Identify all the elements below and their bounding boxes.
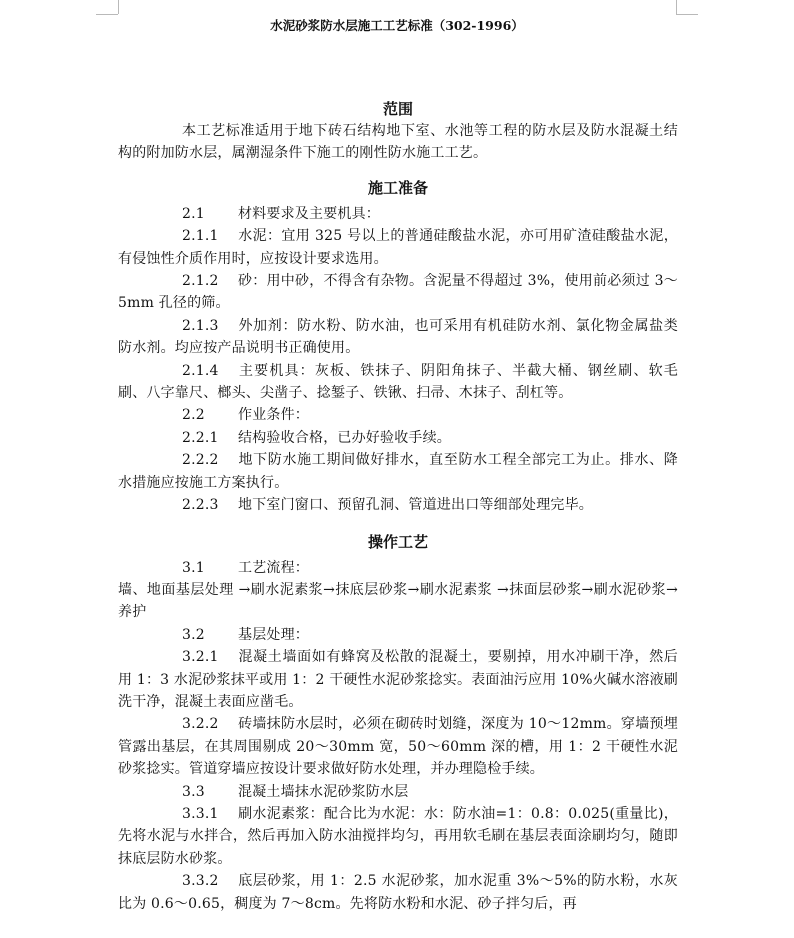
clause-number: 2.1.4 [182, 362, 219, 379]
clause-text: 砖墙抹防水层时，必须在砌砖时划缝，深度为 10～12mm。穿墙预埋管露出基层，在其周围剔成 20～30mm 宽，50～60mm 深的槽，用 1：2 干硬性水泥砂浆捻实。管道穿墙应按设计要求做好防水处理，并办理隐检手续。 [118, 716, 678, 778]
clause-2-2-1 [118, 427, 678, 449]
clause-text: 外加剂：防水粉、防水油，也可采用有机硅防水剂、氯化物金属盐类防水剂。均应按产品说明书正确使用。 [118, 317, 678, 357]
clause-text: 底层砂浆，用 1：2.5 水泥砂浆，加水泥重 3%～5%的防水粉，水灰比为 0.6～0.65，稠度为 7～8cm。先将防水粉和水泥、砂子拌匀后，再 [118, 873, 678, 912]
clause-text: 基层处理： [238, 626, 309, 643]
section-title-prep: 施工准备 [367, 178, 428, 197]
clause-2-1-2 [118, 270, 678, 315]
clause-2-2-3 [118, 494, 678, 516]
clause-number: 3.1 [182, 559, 205, 576]
page-header: 水泥砂浆防水层施工工艺标准（302-1996） [270, 18, 524, 33]
process-flow: 墙、地面基层处理 →刷水泥素浆→抹底层砂浆→刷水泥素浆 →抹面层砂浆→刷水泥砂浆→养护 [118, 581, 678, 621]
clause-2-1-3 [118, 315, 678, 360]
clause-text: 砂：用中砂，不得含有杂物。含泥量不得超过 3%，使用前必须过 3～5mm 孔径的筛。 [118, 273, 678, 312]
clause-number: 3.3.1 [182, 805, 219, 822]
clause-number: 2.2.1 [182, 429, 219, 446]
section-title-scope: 范围 [382, 100, 413, 118]
clause-3-2-2 [118, 713, 678, 780]
clause-number: 3.3.2 [182, 873, 219, 890]
clause-number: 2.1.2 [182, 273, 219, 290]
clause-text: 地下防水施工期间做好排水，直至防水工程全部完工为止。排水、降水措施应按施工方案执行。 [118, 452, 678, 491]
clause-text: 水泥：宜用 325 号以上的普通硅酸盐水泥，亦可用矿渣硅酸盐水泥，有侵蚀性介质作用时，应按设计要求选用。 [118, 228, 678, 267]
crop-mark-top-right-h [676, 14, 698, 15]
clause-text: 作业条件： [238, 407, 309, 424]
clause-number: 3.2 [182, 626, 205, 643]
crop-mark-top-left [118, 0, 119, 14]
clause-number: 2.1.1 [182, 228, 219, 245]
clause-3-3 [118, 781, 678, 803]
clause-text: 工艺流程： [238, 559, 309, 576]
document-body [118, 98, 678, 915]
clause-2-1 [118, 203, 678, 225]
clause-number: 2.2 [182, 407, 205, 424]
scope-paragraph: 本工艺标准适用于地下砖石结构地下室、水池等工程的防水层及防水混凝土结构的附加防水层，属潮湿条件下施工的刚性防水施工工艺。 [118, 123, 678, 162]
clause-text: 主要机具：灰板、铁抹子、阴阳角抹子、半截大桶、钢丝刷、软毛刷、八字靠尺、榔头、尖凿子、捻錾子、铁锹、扫帚、木抹子、刮杠等。 [118, 362, 678, 402]
clause-number: 3.2.1 [182, 649, 219, 666]
clause-3-3-1 [118, 803, 678, 870]
clause-text: 结构验收合格，已办好验收手续。 [238, 429, 451, 446]
clause-2-2 [118, 404, 678, 426]
clause-number: 2.1.3 [182, 317, 219, 334]
clause-3-3-2 [118, 870, 678, 915]
clause-number: 2.1 [182, 205, 205, 222]
clause-number: 2.2.2 [182, 452, 219, 469]
clause-number: 2.2.3 [182, 497, 219, 514]
clause-number: 3.3 [182, 783, 205, 800]
clause-2-1-4 [118, 360, 678, 405]
clause-2-2-2 [118, 449, 678, 494]
clause-text: 混凝土墙面如有蜂窝及松散的混凝土，要剔掉，用水冲刷干净，然后用 1：3 水泥砂浆抹平或用 1：2 干硬性水泥砂浆捻实。表面油污应用 10%火碱水溶液刷洗干净，混凝土表面应凿毛。 [118, 649, 678, 710]
clause-text: 混凝土墙抹水泥砂浆防水层 [238, 783, 409, 800]
clause-3-1 [118, 557, 678, 579]
clause-3-2 [118, 624, 678, 646]
clause-text: 刷水泥素浆：配合比为水泥：水：防水油=1：0.8：0.025(重量比)，先将水泥与水拌合，然后再加入防水油搅拌均匀，再用软毛刷在基层表面涂刷均匀，随即抹底层防水砂浆。 [118, 805, 678, 867]
section-title-ops: 操作工艺 [367, 532, 428, 551]
clause-2-1-1 [118, 225, 678, 270]
clause-3-2-1 [118, 646, 678, 713]
clause-text: 地下室门窗口、预留孔洞、管道进出口等细部处理完毕。 [238, 497, 593, 514]
clause-text: 材料要求及主要机具： [238, 205, 380, 222]
crop-mark-top-right [676, 0, 677, 14]
clause-number: 3.2.2 [182, 716, 219, 733]
crop-mark-top-left-h [96, 14, 118, 15]
